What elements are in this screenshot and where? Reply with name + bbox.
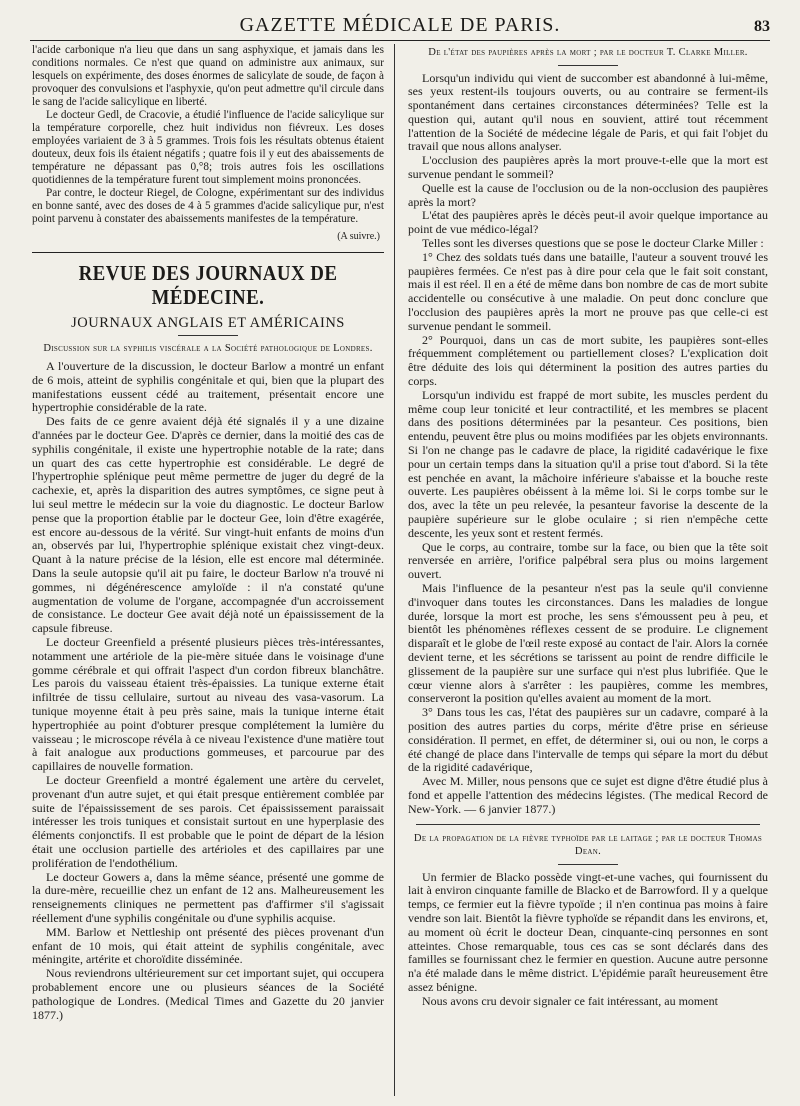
article-paragraph: A l'ouverture de la discussion, le docteur Barlow a montré un enfant de 6 mois, atteint de syphilis congénitale et qui, bien que la plupart des manifestations eussent cédé au traitement, présentait encore une hypertrophie considérable de la rate.	[32, 359, 384, 415]
article-paragraph: Mais l'influence de la pesanteur n'est pas la seule qu'il convienne d'invoquer dans toutes les circonstances. Dans les maladies de longue durée, lorsque la mort est proche, les sens s'émoussent peu à peu, et bientôt les phénomènes réflexes cessent de se produire. Le clignement disparaît et le globe de l'œil reste exposé au contact de l'air. Alors la cornée devient terne, et les sécrétions se tarissent au point de rendre difficile le glissement de la paupière sur une surface qui n'est plus lubrifiée. Que le cœur vienne alors à s'arrêter : les paupières, comme les membres, conserveront la position qu'elles avaient au moment de la mort.	[408, 580, 768, 706]
article-paragraph: 2° Pourquoi, dans un cas de mort subite, les paupières sont-elles fréquemment complétement ou partiellement closes? L'explication doit être déduite des lois qui déterminent la position des autres parties du corps.	[408, 332, 768, 389]
article-paragraph: Le docteur Gowers a, dans la même séance, présenté une gomme de la dure-mère, recueillie chez un enfant de 12 ans. Malheureusement les renseignements cliniques ne permettent pas d'affirmer s'il s'agissait réellement d'une syphilis congénitale ou d'une syphilis acquise.	[32, 869, 384, 925]
page-header	[30, 12, 770, 41]
article-paragraph: L'état des paupières après le décès peut-il avoir quelque importance au point de vue médico-légal?	[408, 208, 768, 237]
a-suivre-note: (A suivre.)	[337, 231, 380, 242]
article-heading-eyelids: De l'état des paupières après la mort ; par le docteur T. Clarke Miller.	[428, 47, 748, 58]
column-rule	[394, 44, 395, 1096]
article-paragraph: Lorsqu'un individu est frappé de mort subite, les muscles perdent du même coup leur tonicité et leur contractilité, et les membres se placent dans des positions déterminées par la pesanteur. Ces positions, bien entendu, peuvent être plus ou moins modifiées par les objets environnants. Si l'on ne change pas le cadavre de place, la rigidité cadavérique le fixe pour un certain temps dans la situation qu'il a prise tout d'abord. Si la tête est penchée en avant, la mâchoire inférieure s'abaisse et la bouche reste ouverte. Les paupières obéissent à la même loi. Si le corps tombe sur le dos, avec la tête un peu relevée, la pesanteur favorise la descente de la paupière supérieure sur le globe oculaire ; si rien n'empêche cette descente, les yeux sont et restent fermés.	[408, 387, 768, 540]
article-paragraph: Quelle est la cause de l'occlusion ou de la non-occlusion des paupières après la mort?	[408, 180, 768, 209]
intro-paragraph: l'acide carbonique n'a lieu que dans un sang asphyxique, et jamais dans les conditions normales. Ce n'est que quand on administre aux animaux, sur lesquels on expérimente, des doses énormes de salicylate de soude, de façon à provoquer des convulsions et l'asphyxie, qu'on peut admettre qu'il circule dans le sang de l'acide salicylique en liberté.	[32, 44, 384, 108]
article-paragraph: Avec M. Miller, nous pensons que ce sujet est digne d'être étudié plus à fond et appelle l'attention des médecins légistes. (The medical Record de New-York. — 6 janvier 1877.)	[408, 774, 768, 816]
article-paragraph: L'occlusion des paupières après la mort prouve-t-elle que la mort est survenue pendant le sommeil?	[408, 153, 768, 182]
page-number: 83	[754, 18, 770, 35]
heading-rule	[558, 65, 618, 66]
article-divider	[416, 824, 760, 825]
section-subtitle: JOURNAUX ANGLAIS ET AMÉRICAINS	[71, 314, 345, 331]
subtitle-rule	[178, 335, 238, 336]
article-paragraph: Un fermier de Blacko possède vingt-et-une vaches, qui fournissent du lait à environ cinquante famille de Blacko et de Barrowford. Il y a quelque temps, ce fermier eut la fièvre typoïde ; il n'en continua pas moins à faire vendre son lait. Bientôt la fièvre typhoïde se répandit dans les environs, et, au moment où écrit le docteur Dean, cinquante-cinq personnes en sont atteintes. Chose remarquable, tous ces cas se sont déclarés dans des familles se fournissant chez le fermier en question. Aucune autre personne n'a été malade dans le même district. L'épidémie paraît heureusement être assez bénigne.	[408, 869, 768, 994]
article-paragraph: MM. Barlow et Nettleship ont présenté des pièces provenant d'un enfant de 10 mois, qui était atteint de syphilis congénitale, avec méningite, artérite et choroïdite disséminée.	[32, 924, 384, 967]
intro-paragraph: Le docteur Gedl, de Cracovie, a étudié l'influence de l'acide salicylique sur la température corporelle, chez huit individus non fiévreux. Les doses employées variaient de 3 à 5 grammes. Trois fois les résultats obtenus étaient douteux, deux fois ils étaient négatifs ; quatre fois il y eut des abaissements de température ne dépassant pas 0,°8; trois autres fois les oscillations quotidiennes de la température furent tout simplement moins prononcées.	[32, 109, 384, 186]
right-column	[408, 44, 768, 1096]
article-paragraph: Des faits de ce genre avaient déjà été signalés il y a une dizaine d'années par le docteur Gee. D'après ce dernier, dans la moitié des cas de syphilis congénitale, il existe une hypertrophie notable de la rate; dans un quart des cas cette hypertrophie est considérable. Le degré de l'hypertrophie splénique peut même permettre de juger du degré de la cachexie, et, après la disparition des autres symptômes, ce signe peut à lui seul mettre le médecin sur la voie du diagnostic. Le docteur Barlow pense que la proportion établie par le docteur Gee, loin d'être exagérée, est encore au-dessous de la vérité. Sur vingt-huit enfants de moins d'un an, observés par lui, l'hypertrophie splénique existait chez vingt-deux. Quant à la nature précise de la lésion, elle est encore mal déterminée. Dans la seule autopsie qu'il ait pu faire, le docteur Barlow n'a trouvé ni gommes, ni dégénérescence amyloïde : il n'a constaté qu'une augmentation de volume de l'organe, accompagnée d'un accroissement de consistance. Le docteur Gee avait déjà noté un épaississement de la capsule fibreuse.	[32, 414, 384, 636]
article-heading: Discussion sur la syphilis viscérale a la Société pathologique de Londres.	[43, 342, 373, 354]
intro-block	[32, 44, 384, 226]
article-paragraph: Lorsqu'un individu qui vient de succomber est abandonné à lui-même, ses yeux restent-ils toujours ouverts, ou au contraire se ferment-ils spontanément dans certaines circonstances déterminées? Telle est la question qui, autant qu'il nous en souvient, attiré tout récemment l'attention de la Société de médecine légale de Paris, et qui fait l'objet du travail que nous allons analyser.	[408, 70, 768, 154]
heading-rule	[558, 864, 618, 865]
article-heading-typhoid: De la propagation de la fièvre typhoïde par le laitage ; par le docteur Thomas Dean.	[413, 832, 763, 858]
left-column	[32, 44, 384, 1096]
intro-paragraph: Par contre, le docteur Riegel, de Cologne, expérimentant sur des individus en bonne santé, avec des doses de 4 à 5 grammes d'acide salicylique pur, n'est point parvenu à constater des abaissements manifestes de la température.	[32, 187, 384, 225]
article-paragraph: 3° Dans tous les cas, l'état des paupières sur un cadavre, comparé à la position des autres parties du corps, mérite d'être prise en sérieuse considération. Il permet, en effet, de déterminer si, oui ou non, le corps a été changé de place dans l'intervalle de temps qui sépare la mort du début de la rigidité cadavérique,	[408, 705, 768, 775]
article-paragraph: Le docteur Greenfield a montré également une artère du cervelet, provenant d'un autre sujet, et qui était presque entièrement comblée par suite de l'épaississement de ses parois. Cet épaississement paraissait intéresser les trois tuniques et consistait surtout en une hyperplasie des éléments conjonctifs. Il est probable que le point de départ de la lésion était une occlusion partielle des artérioles et des capillaires par une prolifération de l'endothélium.	[32, 773, 384, 870]
section-title: REVUE DES JOURNAUX DE MÉDECINE.	[78, 260, 338, 309]
article-paragraph: Nous avons cru devoir signaler ce fait intéressant, au moment	[422, 993, 718, 1008]
section-divider	[32, 252, 384, 253]
article-paragraph: Telles sont les diverses questions que se pose le docteur Clarke Miller :	[422, 236, 764, 251]
journal-title: GAZETTE MÉDICALE DE PARIS.	[239, 14, 561, 36]
article-paragraph: Nous reviendrons ultérieurement sur cet important sujet, qui occupera probablement encore une ou plusieurs séances de la Société pathologique de Londres. (Medical Times and Gazette du 20 janvier 1877.)	[32, 966, 384, 1022]
article-paragraph: 1° Chez des soldats tués dans une bataille, l'auteur a souvent trouvé les paupières fermées. Ce n'est pas à dire pour cela que le fait soit constant, mais il est réel. Il en a été de même dans bon nombre de cas de mort subite accidentelle ou consécutive à une maladie. On peut donc conclure que l'occlusion des paupières après la mort ne prouve pas que celle-ci est survenue pendant le sommeil.	[408, 249, 768, 333]
article-paragraph: Que le corps, au contraire, tombe sur la face, ou bien que la tête soit renversée en arrière, l'orifice palpébral sera plus ou moins largement ouvert.	[408, 539, 768, 582]
article-paragraph: Le docteur Greenfield a présenté plusieurs pièces très-intéressantes, notamment une artériole de la pie-mère située dans le voisinage d'une gomme cérébrale et qui offrait l'aspect d'un cordon fibreux blanchâtre. Les parois du vaisseau étaient très-épaissies. La tunique externe était infiltrée de tissu cellulaire, surtout au niveau des vasa-vasorum. La tunique moyenne était à peu près saine, mais la tunique interne était hypertrophiée au point d'obturer presque complétement la lumière du vaisseau ; le microscope révéla à ce niveau l'existence d'une matière tout à fait analogue aux productions gommeuses, et parcourue par des capillaires de nouvelle formation.	[32, 635, 384, 774]
